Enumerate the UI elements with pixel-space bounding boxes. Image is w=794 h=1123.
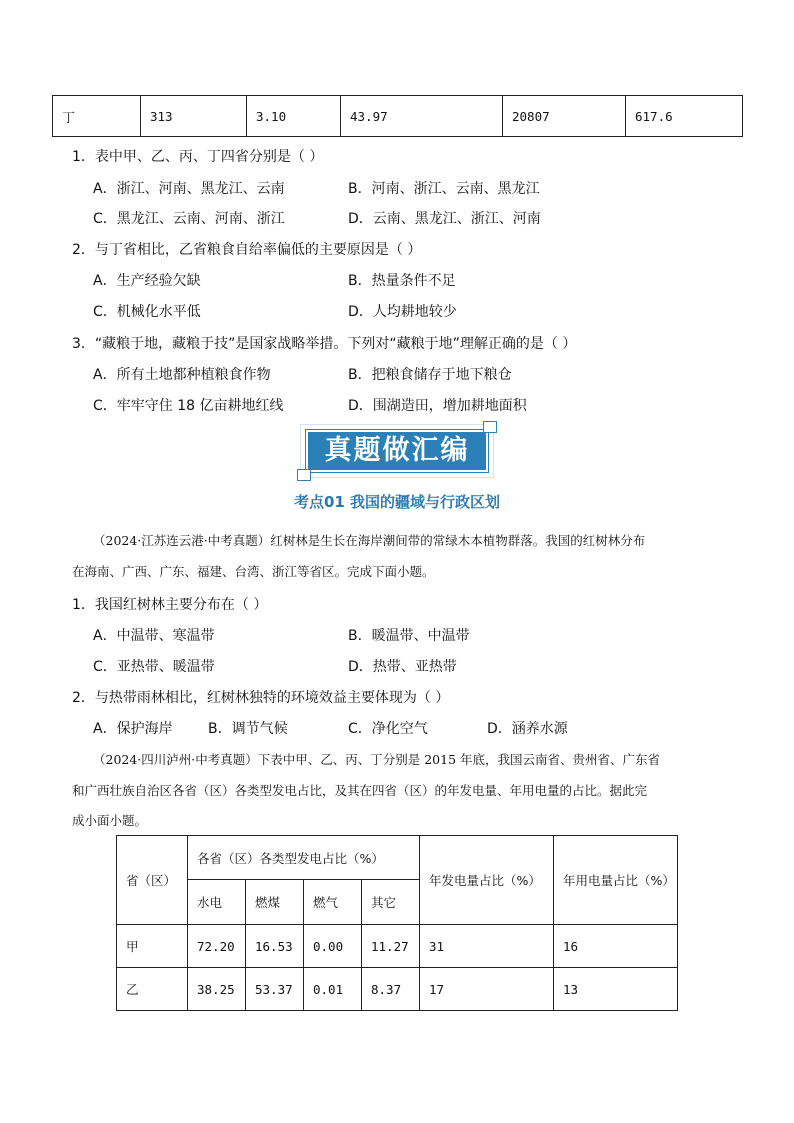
table-cell: 31	[420, 925, 554, 968]
subheader-coal: 燃煤	[246, 880, 304, 925]
subheader-other: 其它	[362, 880, 420, 925]
table-row	[53, 96, 743, 137]
banner-text: 真题做汇编	[306, 430, 488, 472]
header-usage: 年用电量占比（%）	[554, 836, 678, 925]
option-d: D．热带、亚热带	[348, 659, 457, 675]
passage-line: （2024·四川泸州·中考真题）下表中甲、乙、丙、丁分别是 2015 年底，我国云南省、贵州省、广东省	[93, 752, 661, 767]
table-cell: 16.53	[246, 925, 304, 968]
passage-line: 成小面小题。	[72, 813, 148, 828]
option-c: C．机械化水平低	[93, 304, 201, 320]
option-c: C．净化空气	[348, 721, 428, 737]
option-b: B．热量条件不足	[348, 273, 456, 289]
option-b: B．把粮食储存于地下粮仓	[348, 367, 512, 383]
passage-line: 和广西壮族自治区各省（区）各类型发电占比，及其在四省（区）的年发电量、年用电量的占比。据此完	[72, 783, 648, 798]
table-cell: 17	[420, 968, 554, 1011]
table-cell: 38.25	[188, 968, 246, 1011]
table-row	[117, 925, 678, 968]
option-d: D．围湖造田，增加耕地面积	[348, 398, 527, 414]
table-cell: 乙	[117, 968, 188, 1011]
section-title: 考点01 我国的疆域与行政区划	[293, 493, 501, 511]
table-row	[117, 968, 678, 1011]
table-header-row	[117, 836, 678, 880]
question-stem: 2．与丁省相比，乙省粮食自给率偏低的主要原因是（ ）	[72, 242, 422, 258]
option-a: A．生产经验欠缺	[93, 273, 201, 289]
option-a: A．中温带、寒温带	[93, 628, 215, 644]
option-c: C．亚热带、暖温带	[93, 659, 215, 675]
table-cell: 53.37	[246, 968, 304, 1011]
subheader-gas: 燃气	[304, 880, 362, 925]
table-cell: 313	[141, 96, 247, 137]
section-banner	[300, 424, 494, 478]
option-a: A．浙江、河南、黑龙江、云南	[93, 181, 285, 197]
option-b: B．调节气候	[208, 721, 288, 737]
option-d: D．涵养水源	[487, 721, 568, 737]
table-cell: 甲	[117, 925, 188, 968]
table-cell: 20807	[503, 96, 626, 137]
table-cell: 丁	[53, 96, 141, 137]
header-generation: 年发电量占比（%）	[420, 836, 554, 925]
option-b: B．河南、浙江、云南、黑龙江	[348, 181, 540, 197]
question-stem: 3．“藏粮于地，藏粮于技”是国家战略举措。下列对“藏粮于地”理解正确的是（ ）	[72, 336, 577, 352]
table-cell: 3.10	[247, 96, 341, 137]
table-cell: 0.00	[304, 925, 362, 968]
option-d: D．人均耕地较少	[348, 304, 457, 320]
corner-ornament-icon	[297, 469, 311, 481]
header-group: 各省（区）各类型发电占比（%）	[188, 836, 420, 880]
option-a: A．所有土地都种植粮食作物	[93, 367, 271, 383]
question-stem: 2．与热带雨林相比，红树林独特的环境效益主要体现为（ ）	[72, 690, 450, 706]
table-cell: 617.6	[626, 96, 743, 137]
header-province: 省（区）	[117, 836, 188, 925]
table-cell: 72.20	[188, 925, 246, 968]
option-a: A．保护海岸	[93, 721, 173, 737]
passage-line: （2024·江苏连云港·中考真题）红树林是生长在海岸潮间带的常绿木本植物群落。我国的红树林分布	[93, 533, 646, 548]
table-cell: 13	[554, 968, 678, 1011]
corner-ornament-icon	[483, 421, 497, 433]
power-table	[116, 835, 678, 1011]
passage-line: 在海南、广西、广东、福建、台湾、浙江等省区。完成下面小题。	[72, 564, 435, 579]
table-cell: 8.37	[362, 968, 420, 1011]
option-d: D．云南、黑龙江、浙江、河南	[348, 211, 541, 227]
table-cell: 11.27	[362, 925, 420, 968]
option-c: C．黑龙江、云南、河南、浙江	[93, 211, 285, 227]
grain-table	[52, 95, 743, 137]
table-cell: 16	[554, 925, 678, 968]
question-stem: 1．表中甲、乙、丙、丁四省分别是（ ）	[72, 149, 324, 165]
question-stem: 1．我国红树林主要分布在（ ）	[72, 597, 268, 613]
option-c: C．牢牢守住 18 亿亩耕地红线	[93, 398, 284, 414]
table-cell: 0.01	[304, 968, 362, 1011]
option-b: B．暖温带、中温带	[348, 628, 470, 644]
table-cell: 43.97	[341, 96, 503, 137]
subheader-hydro: 水电	[188, 880, 246, 925]
